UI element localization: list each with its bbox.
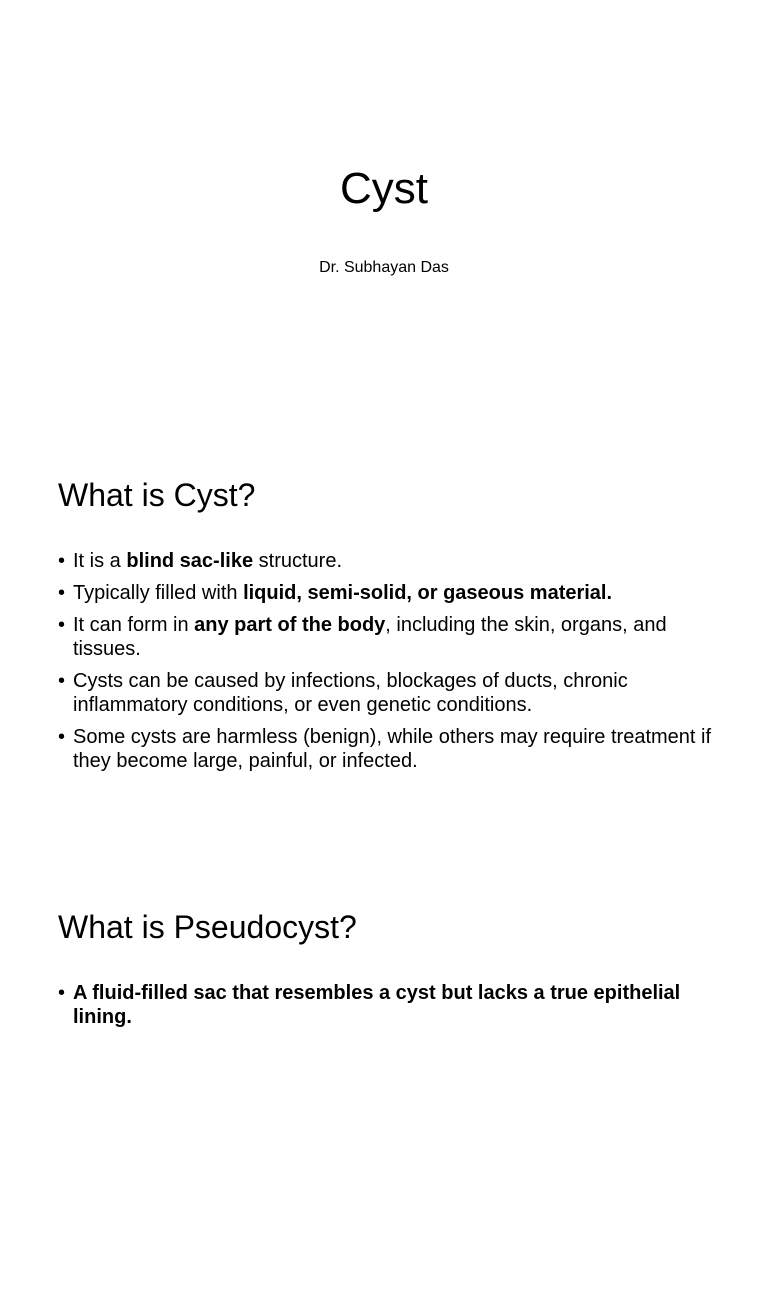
presentation-author: Dr. Subhayan Das <box>319 259 449 276</box>
bullet-icon: • <box>58 582 66 604</box>
cyst-definition-slide <box>0 432 768 864</box>
slide-heading: What is Cyst? <box>58 477 256 513</box>
title-slide <box>0 0 768 432</box>
bullet-icon: • <box>58 550 66 572</box>
bullet-icon: • <box>58 670 66 692</box>
bullet-list <box>58 549 718 781</box>
bullet-item <box>58 549 718 573</box>
pseudocyst-definition-slide <box>0 864 768 1296</box>
bullet-text: , including the skin, organs, and tissues. <box>73 614 667 660</box>
bullet-item <box>58 669 718 717</box>
bullet-text: It is a <box>73 550 127 572</box>
bullet-text: Cysts can be caused by infections, blockages of ducts, chronic inflammatory conditions, or even genetic conditions. <box>73 670 628 716</box>
slide-heading: What is Pseudocyst? <box>58 909 357 945</box>
bullet-item <box>58 981 718 1029</box>
bullet-item <box>58 613 718 661</box>
bullet-emphasis: blind sac-like <box>126 550 254 572</box>
bullet-item <box>58 581 718 605</box>
bullet-icon: • <box>58 614 66 636</box>
bullet-icon: • <box>58 982 66 1004</box>
bullet-emphasis: liquid, semi-solid, or gaseous material. <box>243 582 613 604</box>
bullet-emphasis: A fluid-filled sac that resembles a cyst but lacks a true epithelial lining. <box>73 982 681 1028</box>
bullet-list <box>58 981 718 1037</box>
bullet-icon: • <box>58 726 66 748</box>
bullet-text: structure. <box>253 550 342 572</box>
bullet-item <box>58 725 718 773</box>
bullet-emphasis: any part of the body <box>194 614 386 636</box>
bullet-text: Typically filled with <box>73 582 244 604</box>
presentation-title: Cyst <box>340 164 428 213</box>
bullet-text: Some cysts are harmless (benign), while others may require treatment if they become large, painful, or infected. <box>73 726 712 772</box>
bullet-text: It can form in <box>73 614 195 636</box>
